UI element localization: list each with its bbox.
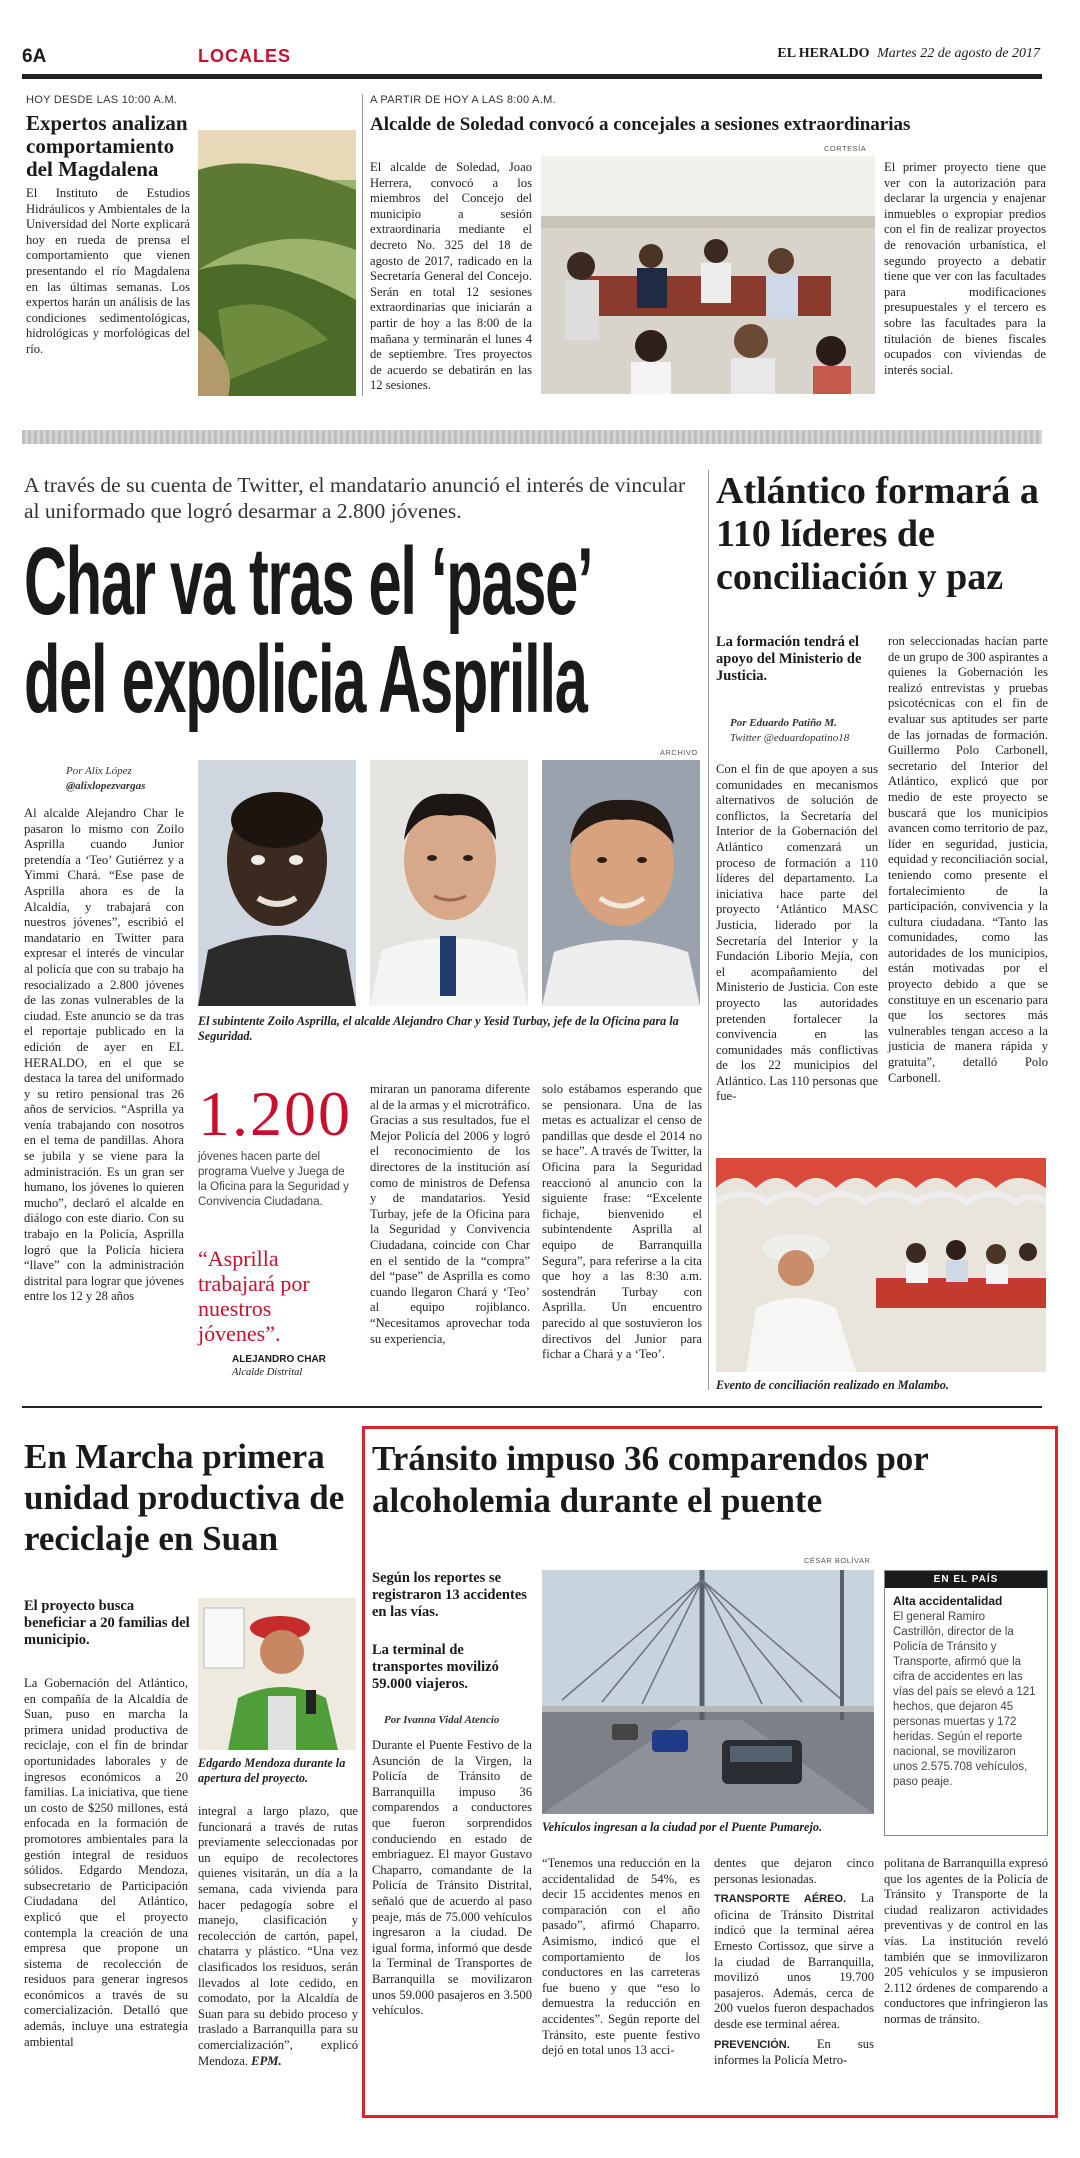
reciclaje-col-1: La Gobernación del Atlántico, en compañía de la Alcaldía de Suan, puso en marcha la primera unidad productiva de reciclaje, con el fin de brindar oportunidades laborales y de ingresos económicos a 20 familias. La iniciativa, que tiene un costo de $250 millones, está enfocada en la formación de promotores ambientales para la gestión integral de residuos sólidos. Edgardo Mendoza, subsecretario de Participación Ciudadana del Atlántico, explicó que el proyecto contempla la creación de una empresa que propone un sistema de recolección de residuos para generar ingresos económicos a través de su comercialización. Detalló que además, incluye una estrategia ambiental: [24, 1676, 188, 2049]
lead-byline-handle: @alixlopezvargas: [66, 780, 146, 792]
transito-summary-2: La terminal de transportes movilizó 59.000 viajeros.: [372, 1642, 499, 1692]
transito-col-2: “Tenemos una reducción en la accidentalidad de 54%, es decir 15 accidentes menos en comparación con el año pasado”, afirmó Chaparro. Asimismo, indicó que el comportamiento de los conductores en las carreteras fue bueno y que “eso lo demuestra la reducción en accidentes”. Según reporte del Tránsito, este puente festivo dejó en total unos 13 acci-: [542, 1856, 700, 2058]
section-label: LOCALES: [198, 46, 292, 66]
reciclaje-sign: EPM.: [251, 2053, 282, 2068]
lead-photo-asprilla: [198, 760, 356, 1006]
lead-quote-role: Alcalde Distrital: [232, 1367, 303, 1378]
brief1-kicker: HOY DESDE LAS 10:00 A.M.: [26, 94, 178, 106]
brief2-credit: CORTESÍA: [824, 144, 867, 153]
transito-headline: Tránsito impuso 36 comparendos por alcoholemia durante el puente: [372, 1439, 929, 1520]
transito-sidebar-box: [884, 1570, 1048, 1836]
section-band: [22, 430, 1042, 444]
lead-quote: “Asprilla trabajará por nuestros jóvenes”.: [198, 1246, 310, 1346]
brief1-photo: [198, 130, 356, 396]
transito-caption: Vehículos ingresan a la ciudad por el Puente Pumarejo.: [542, 1820, 822, 1834]
lead-stat-number: 1.200: [198, 1078, 352, 1149]
lead-photo-char: [370, 760, 528, 1006]
lead-stat-text: jóvenes hacen parte del programa Vuelve y Juega de la Oficina para la Seguridad y Convivencia Ciudadana.: [198, 1151, 349, 1208]
lead-col-4: solo estábamos esperando que se pensionara. Una de las metas es actualizar el censo de pandillas que desde el 2014 no se hace”. A través de Twitter, la Oficina para la Seguridad reaccionó al anuncio con la siguiente frase: “Excelente fichaje, bienvenido el subintendente Asprilla al equipo de Barranquilla Segura”, para referirse a la cita que hoy a las 8:30 a.m. sostendrán Turbay con Asprilla. Un encuentro parecido al que sostuvieron los directivos del Junior para fichar a Chará y a ‘Teo’.: [542, 1082, 702, 1362]
masthead: [777, 46, 1040, 62]
brief1-body: El Instituto de Estudios Hidráulicos y Ambientales de la Universidad del Norte explicará hoy en rueda de prensa el comportamiento que vienen presentando el río Magdalena en las últimas semanas. Los expertos harán un análisis de las condiciones sedimentológicas, hidrológicas y morfológicas del río.: [26, 186, 190, 356]
brief-divider: [362, 94, 363, 396]
brief2-kicker: A PARTIR DE HOY A LAS 8:00 A.M.: [370, 94, 556, 106]
header-rule: [22, 74, 1042, 79]
transito-col-3-lead: TRANSPORTE AÉREO.: [714, 1893, 847, 1906]
atlantico-byline-handle: Twitter @eduardopatino18: [730, 732, 850, 744]
lead-caption: El subintente Zoilo Asprilla, el alcalde Alejandro Char y Yesid Turbay, jefe de la Oficina para la Seguridad.: [198, 1014, 679, 1043]
atlantico-photo: [716, 1158, 1046, 1372]
atlantico-headline: Atlántico formará a 110 líderes de conciliación y paz: [716, 470, 1039, 598]
brief2-body-1: El alcalde de Soledad, Joao Herrera, convocó a los miembros del Concejo del municipio a sesión extraordinaria mediante el decreto No. 325 del 18 de agosto de 2017, radicado en la Secretaría General del Concejo. Serán en total 12 sesiones extraordinarias que iniciarán a partir de hoy a las 8:00 de la mañana y terminarán el lunes 4 de septiembre. Tres proyectos de acuerdo se debatirán en las 12 sesiones.: [370, 160, 532, 393]
transito-col-3: [714, 1856, 874, 2069]
atlantico-byline-name: Por Eduardo Patiño M.: [730, 717, 837, 729]
transito-box-tag: EN EL PAÍS: [885, 1571, 1047, 1588]
lead-divider: [708, 470, 709, 1390]
reciclaje-col-2-text: integral a largo plazo, que funcionará a través de rutas previamente seleccionadas por un equipo de recolectores quienes visitarán, un día a la semana, cada vivienda para hacer pedagogía sobre el manejo, clasificación y recolección de cartón, papel, chatarra y plástico. “Una vez clasificados los residuos, serán llevados al lote cedido, en comodato, por la Alcaldía de Suan para su debido proceso y traslado a Barranquilla para su comercialización”, explicó Mendoza.: [198, 1804, 358, 2068]
lead-quote-name: ALEJANDRO CHAR: [232, 1354, 326, 1365]
page-number: 6A: [22, 46, 47, 67]
brief2-body-2: El primer proyecto tiene que ver con la autorización para declarar la urgencia y enajenar inmuebles o expropiar predios con el fin de realizar proyectos de renovación urbanística, el segundo proyecto a debatir tiene que ver con las facultades para modificaciones presupuestales y el tercero es sobre las facultades para la titulación de bienes fiscales ocupados con viviendas de interés social.: [884, 160, 1046, 377]
transito-col-1: Durante el Puente Festivo de la Asunción de la Virgen, la Policía de Tránsito de Barranquilla impuso 36 comparendos a conductores que fueron sorprendidos conduciendo en estado de embriaguez. El mayor Gustavo Chaparro, comandante de la Policía de Tránsito Distrital, señaló que de acuerdo al paso peaje, más de 75.000 vehículos ingresaron a la ciudad. De igual forma, informó que desde la Terminal de Transportes de Barranquilla se movilizaron unos 59.000 pasajeros en 3.500 vehículos.: [372, 1738, 532, 2018]
transito-byline: Por Ivanna Vidal Atencio: [384, 1714, 500, 1726]
lead-photo-turbay: [542, 760, 700, 1006]
issue-date: Martes 22 de agosto de 2017: [877, 46, 1040, 61]
transito-col-3c: En sus informes la Policía Metro-: [714, 2036, 874, 2068]
transito-photo: [542, 1570, 874, 1814]
lead-col-3: miraran un panorama diferente al de la armas y el microtráfico. Gracias a sus resultados, fue el Mejor Policía del 2006 y logró el reconocimiento de los directores de la institución así como de ministros de Defensa y de mandatarios. Yesid Turbay, jefe de la Oficina para la Seguridad y Convivencia Ciudadana, coincide con Char en el sentido de la “compra” del “pase” de Asprilla es como cuando llegaron Chará y ‘Teo’ al equipo rojiblanco. “Necesitamos aprovechar toda su experiencia,: [370, 1082, 530, 1346]
lead-col-1: Al alcalde Alejandro Char le pasaron lo mismo con Zoilo Asprilla cuando Junior pretendía a ‘Teo’ Gutiérrez y a Yimmi Chará. “Ese pase de Asprilla ahora es de la Alcaldía, y trabajará con nuestros jóvenes”, escribió el mandatario en Twitter para expresar el interés de vincular al policía que con su trabajo ha resocializado a 2.800 jóvenes de las zonas vulnerables de la ciudad. Este anuncio se da tras el reportaje publicado en la edición de ayer en EL HERALDO, en el que se destaca la tarea del uniformado y su retiro pensional tras 26 años de servicios. “Asprilla ya venía trabajando con nosotros en el tema de pandillas. Ahora se jubila y se viene para la administración. Es un gran ser humano, los jóvenes lo quieren mucho”, declaró el alcalde en diálogo con este diario. Con su trabajo en la Policía, Asprilla logró que la Policía hiciera “llave” con la administración distrital para lograr que jóvenes entre los 12 y 28 años: [24, 806, 184, 1304]
reciclaje-col-2: [198, 1804, 358, 2069]
atlantico-col-1: Con el fin de que apoyen a sus comunidades en mecanismos alternativos de solución de conflictos, la Secretaría del Interior de la Gobernación del Atlántico comenzará un proceso de formación a 110 líderes del departamento. La iniciativa hace parte del proyecto ‘Atlántico MASC Justicia, liderado por la Secretaría del Interior y la Fundación Liborio Mejía, con el acompañamiento del Ministerio de Justicia. Con este proyecto las autoridades pretenden fortalecer la convivencia en las comunidades más conflictivas de los 22 municipios del Atlántico. Las 110 personas que fue-: [716, 762, 878, 1104]
atlantico-caption: Evento de conciliación realizado en Malambo.: [716, 1378, 949, 1392]
transito-col-3-lead-2: PREVENCIÓN.: [714, 2038, 790, 2051]
lead-headline-1: Char va tras el ‘pase’: [24, 528, 593, 635]
reciclaje-photo: [198, 1598, 356, 1750]
transito-summary-1: Según los reportes se registraron 13 accidentes en las vías.: [372, 1570, 527, 1620]
transito-credit: CÉSAR BOLÍVAR: [804, 1556, 871, 1565]
lead-credit: ARCHIVO: [660, 748, 698, 757]
atlantico-byline: [730, 716, 849, 746]
brief2-photo: [541, 156, 875, 394]
transito-col-3b: La oficina de Tránsito Distrital indicó que la terminal aérea Ernesto Cortissoz, que sirve a la ciudad de Barranquilla, movilizó unos 19.700 pasajeros. Además, cerca de 200 vuelos fueron despachados desde ese terminal aérea.: [714, 1891, 874, 2031]
transito-box-body: El general Ramiro Castrillón, director de la Policía de Tránsito y Transporte, afirmó que la cifra de accidentes en las vías del país se elevó a 121 hechos, que dejaron 45 personas muertas y 172 heridas. Según el reporte nacional, se movilizaron unos 2.575.708 vehículos, paso peaje.: [893, 1611, 1036, 1788]
lead-deck: A través de su cuenta de Twitter, el mandatario anunció el interés de vincular al uniformado que logró desarmar a 2.800 jóvenes.: [24, 473, 686, 523]
reciclaje-headline: En Marcha primera unidad productiva de reciclaje en Suan: [24, 1437, 345, 1558]
transito-col-3a: dentes que dejaron cinco personas lesionadas.: [714, 1856, 874, 1886]
transito-box-title: Alta accidentalidad: [893, 1594, 1003, 1608]
lead-byline-name: Por Alix López: [66, 765, 132, 777]
reciclaje-summary: El proyecto busca beneficiar a 20 familias del municipio.: [24, 1598, 190, 1648]
brief2-title: Alcalde de Soledad convocó a concejales a sesiones extraordinarias: [370, 114, 911, 135]
reciclaje-caption: Edgardo Mendoza durante la apertura del proyecto.: [198, 1756, 346, 1785]
lower-rule: [22, 1406, 1042, 1408]
paper-name: EL HERALDO: [777, 46, 870, 61]
transito-col-4: politana de Barranquilla expresó que los agentes de la Policía de Tránsito y Transporte de la ciudad realizaron actividades preventivas y de control en las vías. La institución reveló también que se inmovilizaron 205 vehículos y se impusieron 2.112 órdenes de comparendo a conductores que infringieron las normas de tránsito.: [884, 1856, 1049, 2026]
atlantico-summary: La formación tendrá el apoyo del Ministerio de Justicia.: [716, 634, 862, 684]
brief1-title: Expertos analizan comportamiento del Magdalena: [26, 111, 188, 181]
lead-headline-2: del expolicia Asprilla: [24, 626, 587, 733]
lead-byline: [66, 764, 145, 794]
atlantico-col-2: ron seleccionadas hacían parte de un grupo de 300 aspirantes a quienes la Gobernación les realizó entrevistas y pruebas psicotécnicas con el fin de evaluar sus aptitudes ser parte de las jornadas de formación. Guillermo Polo Carbonell, secretario del Interior del Atlántico, explicó que por medio de este proyecto se buscará que los municipios avancen como territorio de paz, líder en seguridad, justicia, equidad y reconciliación social, teniendo como presente el fortalecimiento de la participación, convivencia y la cultura ciudadana. “Tanto las comunidades, como las autoridades de los municipios, están motivadas por el proyecto debido a que se constituye en un escenario para que los sectores más vulnerables tengan acceso a la justicia de manera rápida y gratuita”, detalló Polo Carbonell.: [888, 634, 1048, 1085]
